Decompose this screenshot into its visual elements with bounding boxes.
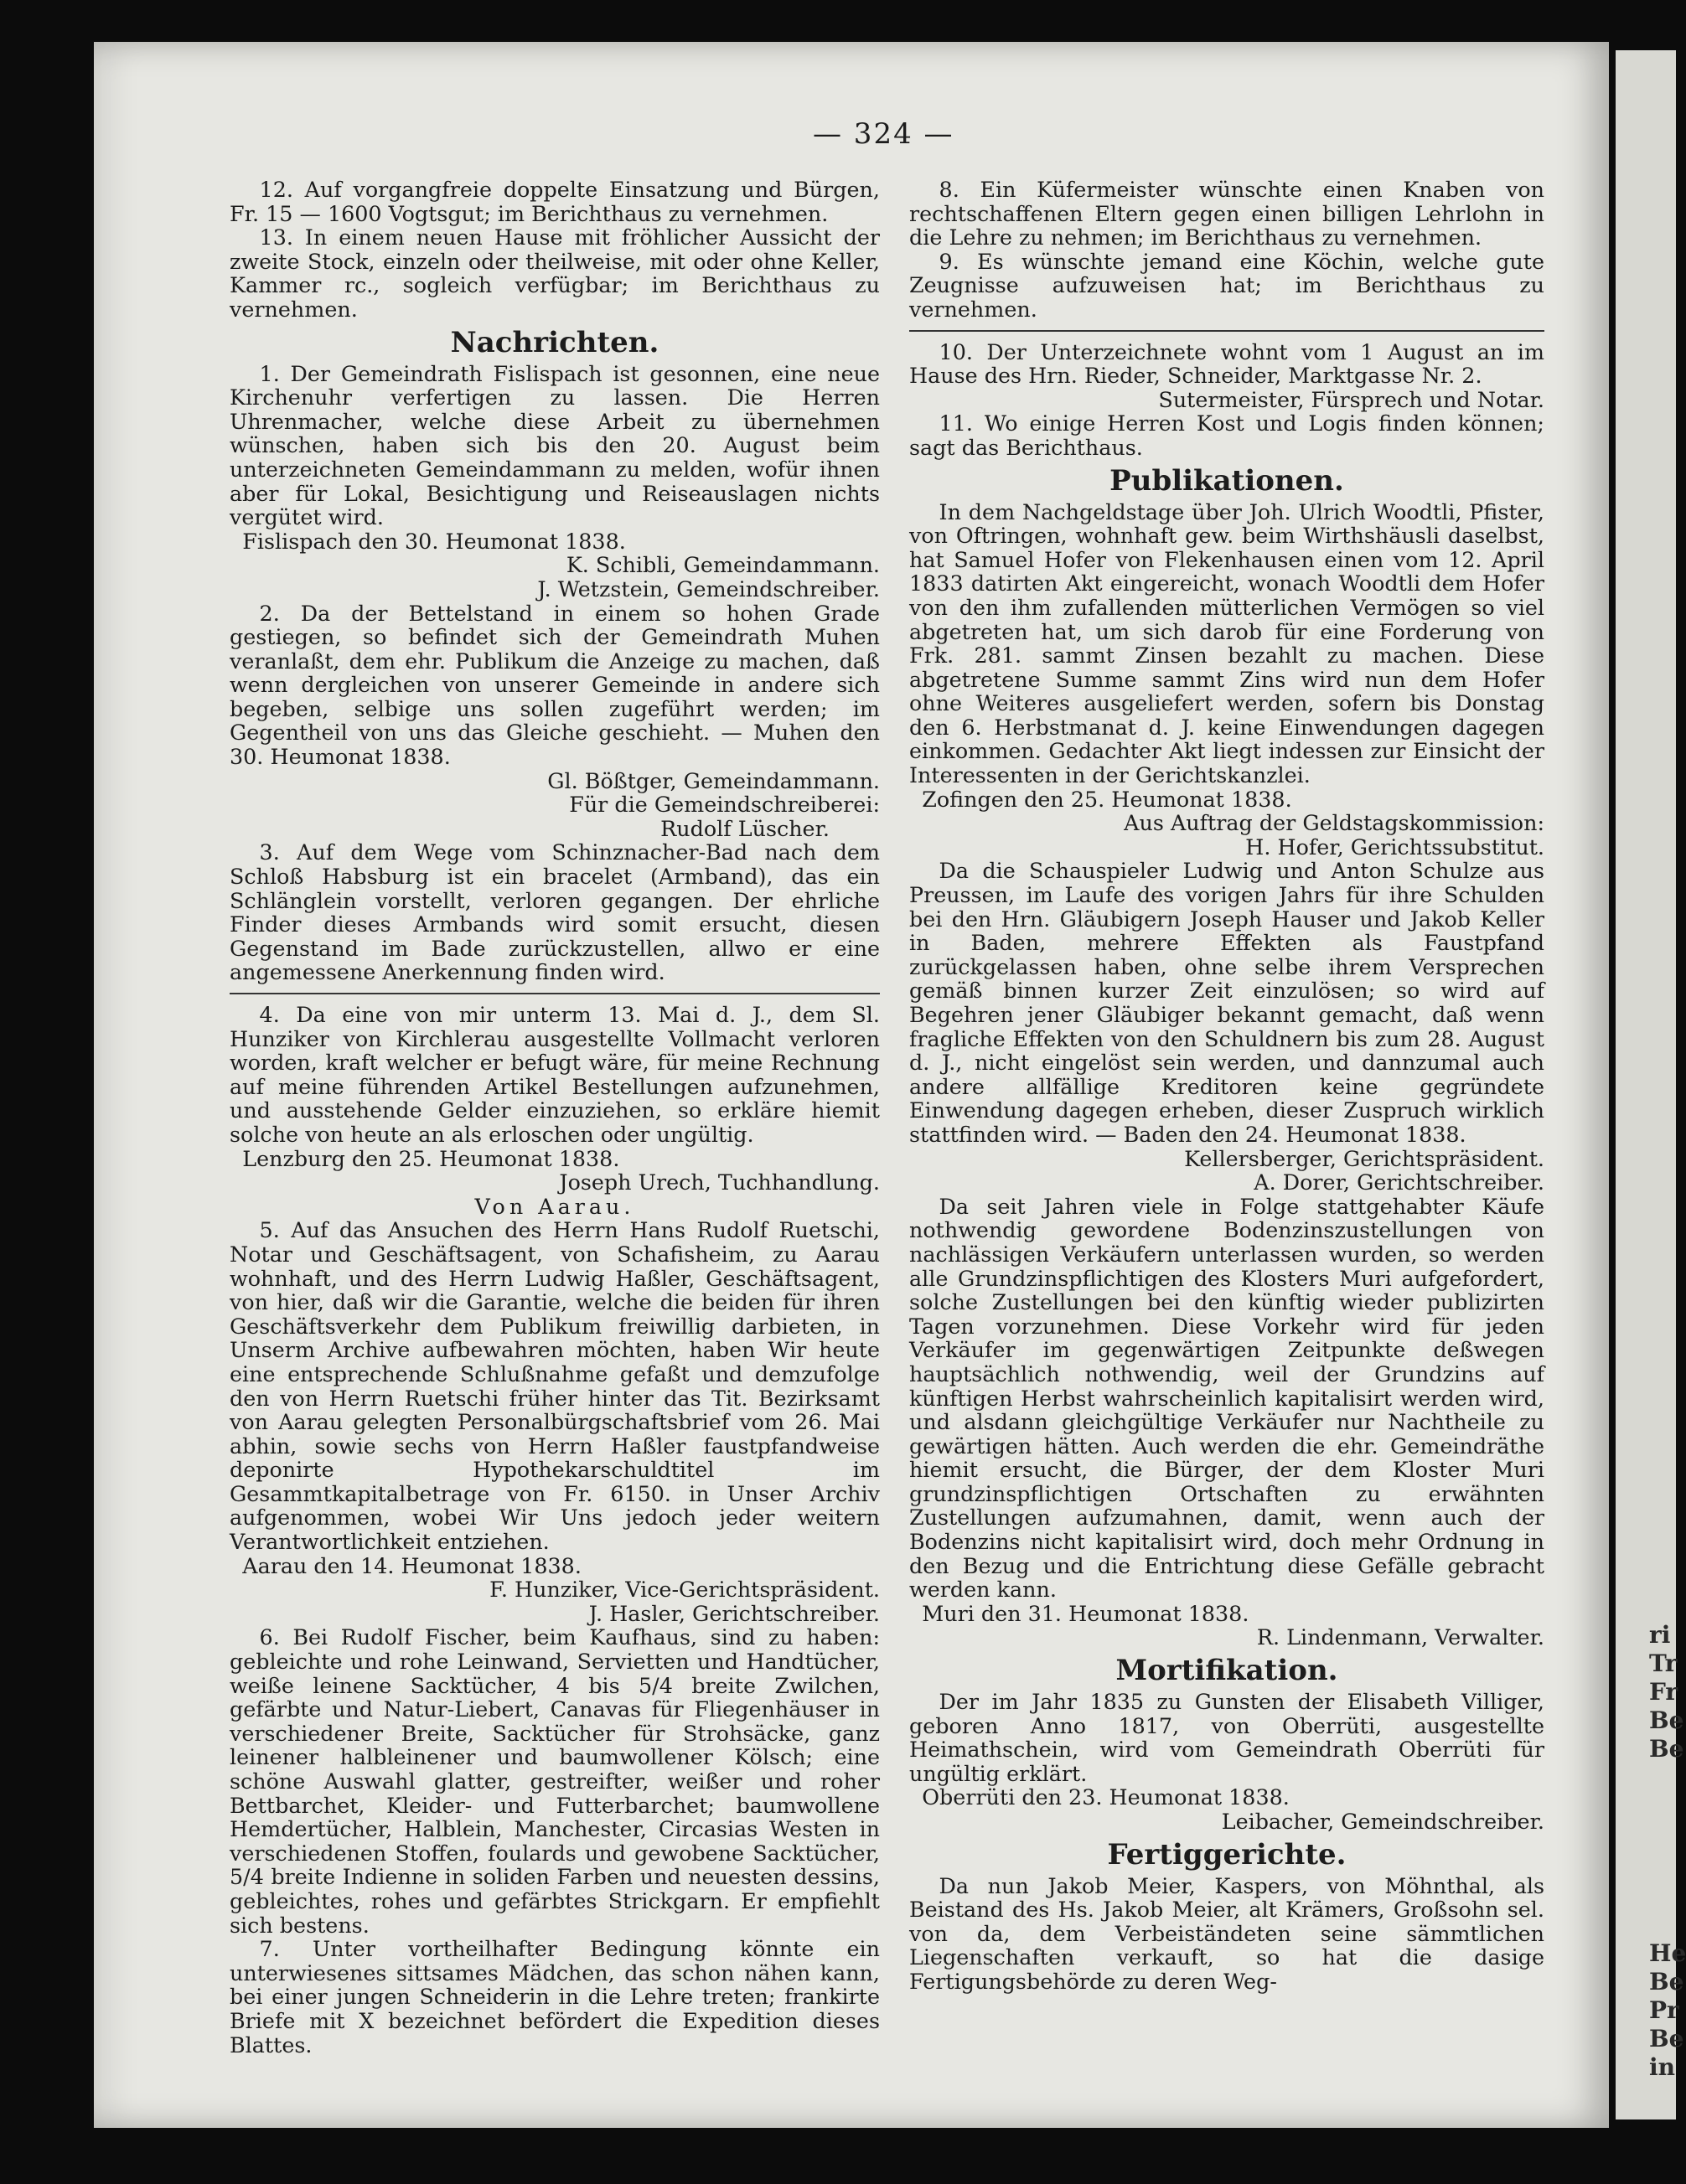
news-10-text: 10. Der Unterzeichnete wohnt vom 1 August an im Hause des Hrn. Rieder, Schneider, Marktgasse Nr. 2.	[909, 338, 1544, 389]
news-1-date: Fislispach den 30. Heumonat 1838.	[242, 528, 626, 554]
publication-1-date: Zofingen den 25. Heumonat 1838.	[922, 786, 1292, 812]
news-2-signature: Rudolf Lüscher.	[660, 815, 830, 841]
news-7-text: 7. Unter vortheilhafter Bedingung könnte ein unterwiesenes sittsames Mädchen, das schon nähen kann, bei einer jungen Schneiderin in die Lehre treten; frankirte Briefe mit X bezeichnet befördert die Expedition dieses Blattes.	[230, 1936, 880, 2058]
publication-3-signature: R. Lindenmann, Verwalter.	[1256, 1624, 1544, 1650]
adjacent-page-fragment: Be	[1649, 1706, 1684, 1734]
publication-3-date: Muri den 31. Heumonat 1838.	[922, 1600, 1249, 1626]
adjacent-page-fragment: He	[1649, 1939, 1686, 1967]
publication-1-signature: Aus Auftrag der Geldstagskommission:	[1124, 810, 1544, 836]
publication-1-text: In dem Nachgeldstage über Joh. Ulrich Woodtli, Pfister, von Oftringen, wohnhaft gew. beim Wirthshäusli daselbst, hat Samuel Hofer von Flekenhausen einen vom 12. April 1833 datirten Akt eingereicht, wonach Woodtli dem Hofer von den ihm zufallenden mütterlichen Vermögen so viel abgetreten hat, um sich darob für eine Forderung von Frk. 281. sammt Zinsen bezahlt zu machen. Diese abgetretene Summe sammt Zins wird nun dem Hofer ohne Weiteres ausgeliefert werden, sofern bis Donstag den 6. Herbstmanat d. J. keine Einwendungen dagegen einkommen. Gedachter Akt liegt indessen zur Einsicht der Interessenten in der Gerichtskanzlei.	[909, 498, 1544, 788]
publication-2-signature: A. Dorer, Gerichtschreiber.	[1254, 1169, 1544, 1195]
news-1-signature: J. Wetzstein, Gemeindschreiber.	[537, 576, 880, 602]
news-4-text: 4. Da eine von mir unterm 13. Mai d. J., dem Sl. Hunziker von Kirchlerau ausgestellte Vollmacht verloren worden, kraft welcher er befugt wäre, für meine Rechnung auf meine führenden Artikel Bestellungen aufzunehmen, und ausstehende Gelder einzuziehen, so erkläre hiemit solche von heute an als erloschen oder ungültig.	[230, 1002, 880, 1147]
publication-3-text: Da seit Jahren viele in Folge stattgehabter Käufe nothwendig gewordene Bodenzinszustellungen von nachlässigen Verkäufern unterlassen wurden, so werden alle Grundzinspflichtigen des Klosters Muri aufgefordert, solche Zustellungen bei den künftig wieder publizirten Tagen vorzunehmen. Diese Vorkehr wird für jeden Verkäufer im gegenwärtigen Zeitpunkte deßwegen hauptsächlich nothwendig, weil der Grundzins auf künftigen Herbst wahrscheinlich kapitalisirt werden wird, und alsdann gleichgültige Verkäufer nur Nachtheile zu gewärtigen hätten. Auch werden die ehr. Gemeindräthe hiemit ersucht, die Bürger, der dem Kloster Muri grundzinspflichtigen Ortschaften zu erwähnten Zustellungen aufzumahnen, damit, wenn auch der Bodenzins nicht kapitalisirt wird, doch mehr Ordnung in den Bezug und die Entrichtung diese Gefälle gebracht werden kann.	[909, 1193, 1544, 1603]
adjacent-page-fragment: Be	[1649, 1735, 1684, 1763]
section-heading-publikationen: Publikationen.	[1109, 463, 1344, 498]
news-6-text: 6. Bei Rudolf Fischer, beim Kaufhaus, sind zu haben: gebleichte und rohe Leinwand, Servietten und Handtücher, weiße leinene Sacktücher, 4 bis 5/4 breite Zwilchen, gefärbte und Natur-Liebert, Canavas für Fliegenhäuser in verschiedener Breite, Sacktücher für Strohsäcke, ganz leinener halbleinener und baumwollener Kölsch; eine schöne Auswahl glatter, gestreifter, weißer und roher Bettbarchet, Kleider- und Futterbarchet; baumwollene Hemdertücher, Halblein, Manchester, Circasias Westen in verschiedenen Stoffen, foulards und gewobene Sacktücher, 5/4 breite Indienne in soliden Farben und neuesten dessins, gebleichtes, rohes und gefärbtes Strickgarn. Er empfiehlt sich bestens.	[230, 1624, 880, 1938]
right-column	[909, 178, 1544, 1994]
section-heading-nachrichten: Nachrichten.	[450, 325, 659, 359]
news-11-text: 11. Wo einige Herren Kost und Logis finden können; sagt das Berichthaus.	[909, 410, 1544, 460]
section-heading-fertiggerichte: Fertiggerichte.	[1107, 1837, 1347, 1872]
news-1-signature: K. Schibli, Gemeindammann.	[566, 552, 880, 578]
publication-2-text: Da die Schauspieler Ludwig und Anton Schulze aus Preussen, im Laufe des vorigen Jahrs für ihre Schulden bei den Hrn. Gläubigern Joseph Hauser und Jakob Keller in Baden, mehrere Effekten als Faustpfand zurückgelassen haben, ohne selbe ihrem Versprechen gemäß binnen kurzer Zeit einzulösen; so wird auf Begehren jener Gläubiger bekannt gemacht, daß wenn fragliche Effekten von den Schuldnern bis zum 28. August d. J., nicht eingelöst sein werden, und dannzumal auch andere allfällige Kreditoren keine gegründete Einwendung dagegen erheben, dieser Zuspruch wirklich stattfinden wird. — Baden den 24. Heumonat 1838.	[909, 858, 1544, 1147]
mortification-text: Der im Jahr 1835 zu Gunsten der Elisabeth Villiger, geboren Anno 1817, von Oberrüti, ausgestellte Heimathschein, wird vom Gemeindrath Oberrüti für ungültig erklärt.	[909, 1689, 1544, 1786]
page-number: — 324 —	[813, 117, 954, 151]
mortification-date: Oberrüti den 23. Heumonat 1838.	[922, 1784, 1290, 1810]
news-2-text: 2. Da der Bettelstand in einem so hohen Grade gestiegen, so befindet sich der Gemeindrath Muhen veranlaßt, dem ehr. Publikum die Anzeige zu machen, daß wenn dergleichen von unserer Gemeinde in andere sich begeben, selbige uns sollen zugeführt werden; im Gegentheil von uns das Gleiche geschieht. — Muhen den 30. Heumonat 1838.	[230, 600, 880, 770]
news-4-date: Lenzburg den 25. Heumonat 1838.	[242, 1145, 620, 1171]
left-column	[230, 178, 880, 2057]
publication-1-signature: H. Hofer, Gerichtssubstitut.	[1245, 834, 1544, 860]
adjacent-page-fragment: Tr	[1649, 1650, 1678, 1677]
divider	[230, 993, 880, 994]
publication-2-signature: Kellersberger, Gerichtspräsident.	[1184, 1145, 1544, 1171]
adjacent-page-edge	[1616, 50, 1686, 2119]
section-heading-mortifikation: Mortifikation.	[1115, 1654, 1338, 1688]
news-4-signature: Joseph Urech, Tuchhandlung.	[559, 1169, 880, 1195]
notice-13: 13. In einem neuen Hause mit fröhlicher Aussicht der zweite Stock, einzeln oder theilweise, mit oder ohne Keller, Kammer rc., sogleich verfügbar; im Berichthaus zu vernehmen.	[230, 225, 880, 322]
news-8-text: 8. Ein Küfermeister wünschte einen Knaben von rechtschaffenen Eltern gegen einen billigen Lehrlohn in die Lehre zu nehmen; im Berichthaus zu vernehmen.	[909, 177, 1544, 250]
fertiggerichte-text: Da nun Jakob Meier, Kaspers, von Möhnthal, als Beistand des Hs. Jakob Meier, alt Krämers, Großsohn sel. von da, dem Verbeiständeten seine sämmtlichen Liegenschaften verkauft, so hat die dasige Fertigungsbehörde zu deren Weg-	[909, 1872, 1544, 1994]
adjacent-page-fragment: in	[1649, 2053, 1675, 2081]
news-5-signature: F. Hunziker, Vice-Gerichtspräsident.	[489, 1577, 880, 1603]
news-5-text: 5. Auf das Ansuchen des Herrn Hans Rudolf Ruetschi, Notar und Geschäftsagent, von Schafisheim, zu Aarau wohnhaft, und des Herrn Ludwig Haßler, Geschäftsagent, von hier, daß wir die Garantie, welche die beiden für ihren Geschäftsverkehr dem Publikum freiwillig darbieten, in Unserm Archive aufbewahren möchten, haben Wir heute eine entsprechende Schlußnahme gefaßt und demzufolge den von Herrn Ruetschi früher hinter das Tit. Bezirksamt von Aarau gelegten Personalbürgschaftsbrief vom 26. Mai abhin, sowie sechs von Herrn Haßler faustpfandweise deponirte Hypothekarschuldtitel im Gesammtkapitalbetrage von Fr. 6150. in Unser Archiv aufgenommen, wobei Wir Uns jedoch jeder weitern Verantwortlichkeit entziehen.	[230, 1217, 880, 1555]
news-5-signature: J. Hasler, Gerichtschreiber.	[588, 1600, 880, 1626]
subheading-von-aarau: Von Aarau.	[474, 1193, 635, 1219]
news-3-text: 3. Auf dem Wege vom Schinznacher-Bad nach dem Schloß Habsburg ist ein bracelet (Armband), das ein Schlänglein vorstellt, verloren gegangen. Der ehrliche Finder dieses Armbands wird somit ersucht, diesen Gegenstand im Bade zurückzustellen, allwo er eine angemessene Anerkennung finden wird.	[230, 839, 880, 985]
adjacent-page-fragment: Be	[1649, 1968, 1684, 1996]
divider	[909, 330, 1544, 332]
news-10-signature: Sutermeister, Fürsprech und Notar.	[1158, 386, 1544, 412]
news-1-text: 1. Der Gemeindrath Fislispach ist gesonnen, eine neue Kirchenuhr verfertigen zu lassen. Die Herren Uhrenmacher, welche diese Arbeit zu übernehmen wünschen, haben sich bis den 20. August beim unterzeichneten Gemeindammann zu melden, wofür ihnen aber für Lokal, Besichtigung und Reiseauslagen nichts vergütet wird.	[230, 360, 880, 530]
news-2-signature: Für die Gemeindschreiberei:	[569, 792, 880, 818]
adjacent-page-fragment: Fr	[1649, 1678, 1678, 1706]
adjacent-page-fragment: ri	[1649, 1621, 1671, 1649]
adjacent-page-fragment: Be	[1649, 2025, 1684, 2052]
mortification-signature: Leibacher, Gemeindschreiber.	[1221, 1809, 1544, 1834]
notice-12: 12. Auf vorgangfreie doppelte Einsatzung und Bürgen, Fr. 15 — 1600 Vogtsgut; im Berichthaus zu vernehmen.	[230, 177, 880, 226]
news-5-date: Aarau den 14. Heumonat 1838.	[242, 1552, 582, 1578]
adjacent-page-fragment: Pr	[1649, 1996, 1679, 2024]
news-2-signature: Gl. Bößtger, Gemeindammann.	[547, 767, 880, 793]
news-9-text: 9. Es wünschte jemand eine Köchin, welche gute Zeugnisse aufzuweisen hat; im Berichthaus zu vernehmen.	[909, 248, 1544, 322]
